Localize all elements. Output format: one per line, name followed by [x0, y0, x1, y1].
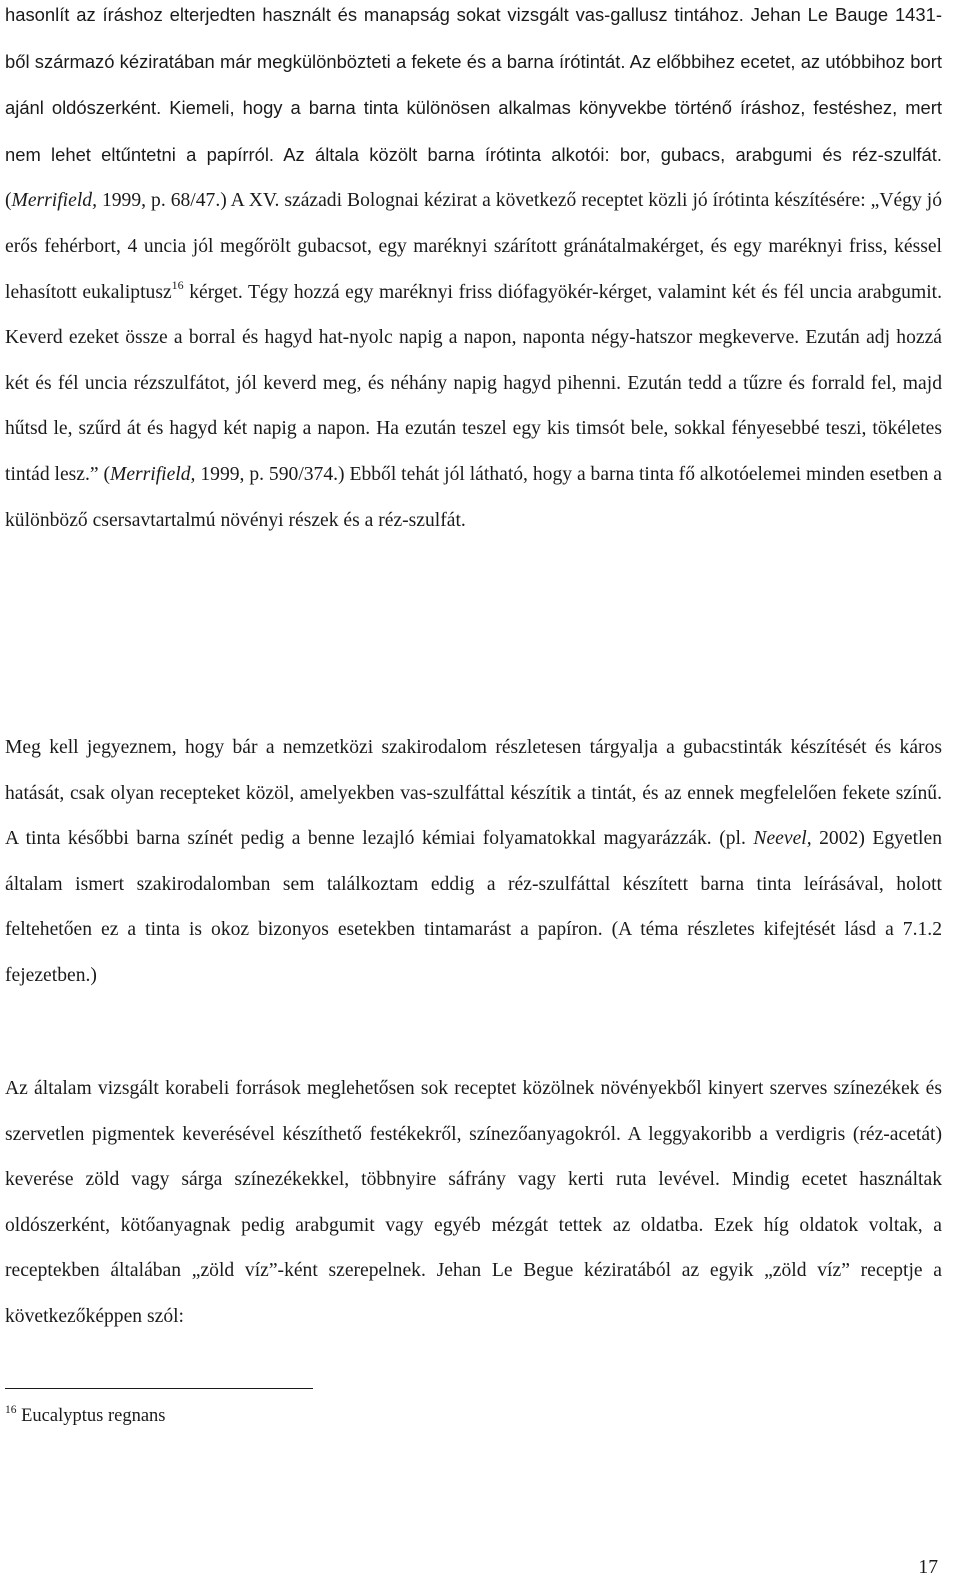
footnote	[5, 1401, 166, 1431]
footnote-number: 16	[5, 1404, 17, 1416]
paragraph-text: 2002) Egyetlen általam ismert szakirodalomban sem találkoztam eddig a réz-szulfáttal készített barna tinta leírásával, holott feltehetően ez a tinta is okoz bizonyos esetekben tintamarást a papíron. (A téma részletes kifejtését lásd a 7.1.2 fejezetben.)	[5, 828, 942, 986]
paragraph-text: Az előbbihez ecetet, az utóbbihoz bort ajánl oldószerként. Kiemeli, hogy a barna tinta különösen alkalmas könyvekbe történő íráshoz, festéshez, mert nem lehet eltűntetni a papírról. Az általa közölt barna írótinta alkotói: bor, gubacs, arabgumi és réz-szulfát.	[5, 50, 942, 165]
body-paragraph-1	[5, 0, 942, 543]
body-paragraph-2	[5, 725, 942, 999]
paragraph-text: hasonlít az íráshoz elterjedten használt és manapság sokat vizsgált vas-gallusz tintához. Jehan Le Bauge 1431-ből származó kéziratában már megkülönbözteti a fekete és a barna írótintát.	[5, 4, 942, 72]
paragraph-text: 1999, p. 68/47.) A XV. századi Bolognai kézirat a következő receptet közli jó írótinta készítésére: „Végy jó erős fehérbort, 4 uncia jól megőrölt gubacsot, egy maréknyi szárított gránátalmakérget, és egy maréknyi friss, késsel lehasított eukaliptusz	[5, 190, 942, 303]
page-number: 17	[918, 1557, 938, 1578]
paragraph-text: Az általam vizsgált korabeli források meglehetősen sok receptet közölnek növényekből kinyert szerves színezékek és szervetlen pigmentek keverésével készíthető festékekről, színezőanyagokról. A leggyakoribb a verdigris (réz-acetát) keverése zöld vagy sárga színezékekkel, többnyire sáfrány vagy kerti ruta levével. Mindig ecetet használtak oldószerként, kötőanyagnak pedig arabgumit vagy egyéb mézgát tettek az oldatba. Ezek híg oldatok voltak, a receptekben általában „zöld víz”-ként szerepelnek. Jehan Le Begue kéziratából az egyik „zöld víz” receptje a következőképpen szól:	[5, 1078, 942, 1327]
paragraph-text: Meg kell jegyeznem, hogy bár a nemzetközi szakirodalom részletesen tárgyalja a gubacstinták készítését és káros hatását, csak olyan recepteket közöl, amelyekben vas-szulfáttal készítik a tintát, és az ennek megfelelően fekete színű. A tinta későbbi barna színét pedig a benne lezajló kémiai folyamatokkal magyarázzák. (pl.	[5, 737, 942, 850]
citation-author: Merrifield,	[110, 463, 196, 485]
citation-author: Neevel,	[753, 828, 812, 850]
footnote-text: Eucalyptus regnans	[16, 1406, 166, 1426]
paragraph-text: kérget. Tégy hozzá egy maréknyi friss diófagyökér-kérget, valamint két és fél uncia arabgumit. Keverd ezeket össze a borral és hagyd hat-nyolc napig a napon, naponta négy-hatszor megkeverve. Ezután adj hozzá két és fél uncia rézszulfátot, jól keverd meg, és néhány napig hagyd pihenni. Ezután tedd a tűzre és forrald fel, majd hűtsd le, szűrd át és hagyd két napig a napon. Ha ezután teszel egy kis timsót bele, sokkal fényesebbé teszi, tökéletes tintád lesz.” (	[5, 281, 942, 485]
footnote-reference: 16	[171, 277, 184, 292]
footnote-separator	[5, 1388, 313, 1389]
paragraph-text: 1999, p. 590/374.) Ebből tehát jól látható, hogy a barna tinta fő alkotóelemei minden esetben a különböző csersavtartalmú növényi részek és a réz-szulfát.	[5, 463, 942, 531]
citation-author: Merrifield,	[11, 190, 97, 212]
paragraph-text: (	[5, 190, 12, 212]
body-paragraph-3	[5, 1066, 942, 1340]
